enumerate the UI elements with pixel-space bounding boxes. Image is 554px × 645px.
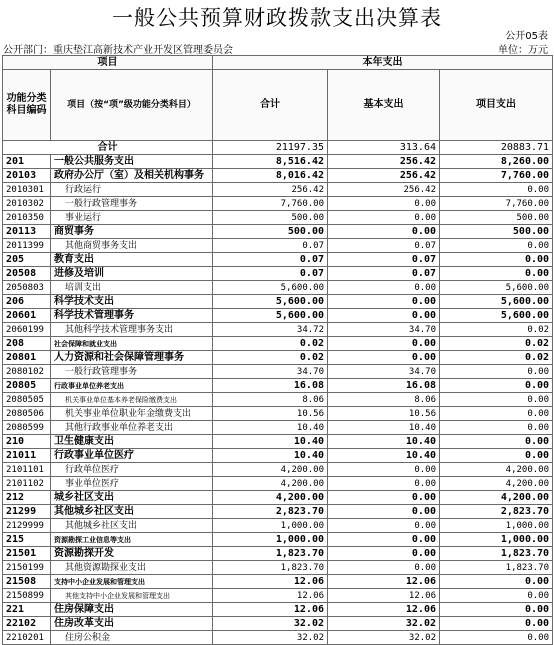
- row-total: 4,200.00: [213, 463, 328, 477]
- row-code: 20601: [3, 309, 51, 323]
- row-basic: 0.07: [328, 267, 440, 281]
- row-code: 2150899: [3, 589, 51, 603]
- sum-label: 合计: [3, 141, 213, 155]
- header-row-1: [3, 56, 553, 70]
- row-code: 2101102: [3, 477, 51, 491]
- table-row: [3, 561, 553, 575]
- row-name: 住房保障支出: [51, 603, 213, 617]
- row-basic: 0.00: [328, 533, 440, 547]
- row-basic: 256.42: [328, 169, 440, 183]
- row-code: 2080102: [3, 365, 51, 379]
- row-code: 2011399: [3, 239, 51, 253]
- row-proj: 0.00: [440, 449, 553, 463]
- row-total: 10.40: [213, 449, 328, 463]
- unit-label: 单位：万元: [498, 45, 548, 56]
- table-row: [3, 547, 553, 561]
- table-row: [3, 393, 553, 407]
- table-row: [3, 505, 553, 519]
- row-code: 2101101: [3, 463, 51, 477]
- row-name: 资源勘探开发: [51, 547, 213, 561]
- row-total: 5,600.00: [213, 295, 328, 309]
- row-basic: 34.70: [328, 365, 440, 379]
- row-proj: 0.00: [440, 589, 553, 603]
- row-name: 行政运行: [51, 183, 213, 197]
- row-name: 其他商贸事务支出: [51, 239, 213, 253]
- row-proj: 4,200.00: [440, 463, 553, 477]
- table-row: [3, 323, 553, 337]
- row-total: 12.06: [213, 603, 328, 617]
- row-code: 201: [3, 155, 51, 169]
- row-name: 科学技术支出: [51, 295, 213, 309]
- row-total: 5,600.00: [213, 309, 328, 323]
- table-row: [3, 211, 553, 225]
- row-code: 206: [3, 295, 51, 309]
- row-basic: 34.70: [328, 323, 440, 337]
- row-basic: 0.00: [328, 463, 440, 477]
- row-name: 进修及培训: [51, 267, 213, 281]
- row-code: 212: [3, 491, 51, 505]
- row-proj: 500.00: [440, 225, 553, 239]
- row-proj: 0.02: [440, 323, 553, 337]
- row-proj: 500.00: [440, 211, 553, 225]
- table-row: [3, 365, 553, 379]
- row-total: 500.00: [213, 225, 328, 239]
- header-basic: 基本支出: [328, 70, 440, 141]
- header-proj: 项目支出: [440, 70, 553, 141]
- row-proj: 0.00: [440, 365, 553, 379]
- row-code: 2150199: [3, 561, 51, 575]
- row-basic: 0.00: [328, 197, 440, 211]
- row-total: 0.02: [213, 337, 328, 351]
- row-name: 资源勘探工业信息等支出: [51, 533, 213, 547]
- sum-row: [3, 141, 553, 155]
- row-total: 32.02: [213, 617, 328, 631]
- row-name: 其他城乡社区支出: [51, 519, 213, 533]
- row-code: 20113: [3, 225, 51, 239]
- row-total: 8,516.42: [213, 155, 328, 169]
- row-proj: 7,760.00: [440, 197, 553, 211]
- table-row: [3, 407, 553, 421]
- row-name: 培训支出: [51, 281, 213, 295]
- row-proj: 0.00: [440, 407, 553, 421]
- row-proj: 4,200.00: [440, 491, 553, 505]
- row-total: 8.06: [213, 393, 328, 407]
- row-proj: 0.02: [440, 351, 553, 365]
- row-name: 行政单位医疗: [51, 463, 213, 477]
- row-basic: 32.02: [328, 617, 440, 631]
- row-code: 2080599: [3, 421, 51, 435]
- row-basic: 256.42: [328, 155, 440, 169]
- table-row: [3, 603, 553, 617]
- row-basic: 0.00: [328, 561, 440, 575]
- row-basic: 0.00: [328, 281, 440, 295]
- row-code: 205: [3, 253, 51, 267]
- table-row: [3, 253, 553, 267]
- row-name: 其他科学技术管理事务支出: [51, 323, 213, 337]
- row-name: 一般行政管理事务: [51, 197, 213, 211]
- row-code: 20805: [3, 379, 51, 393]
- row-name: 其他支持中小企业发展和管理支出: [51, 589, 213, 603]
- row-name: 科学技术管理事务: [51, 309, 213, 323]
- table-row: [3, 589, 553, 603]
- table-row: [3, 631, 553, 645]
- table-row: [3, 295, 553, 309]
- header-code: 功能分类科目编码: [3, 70, 51, 141]
- row-total: 10.56: [213, 407, 328, 421]
- row-total: 34.72: [213, 323, 328, 337]
- row-basic: 256.42: [328, 183, 440, 197]
- row-code: 20508: [3, 267, 51, 281]
- row-total: 5,600.00: [213, 281, 328, 295]
- row-proj: 0.00: [440, 393, 553, 407]
- table-row: [3, 449, 553, 463]
- row-name: 其他行政事业单位养老支出: [51, 421, 213, 435]
- sum-total: 21197.35: [213, 141, 328, 155]
- row-code: 22102: [3, 617, 51, 631]
- row-basic: 12.06: [328, 575, 440, 589]
- row-proj: 0.00: [440, 603, 553, 617]
- row-proj: 7,760.00: [440, 169, 553, 183]
- row-name: 商贸事务: [51, 225, 213, 239]
- row-code: 2210201: [3, 631, 51, 645]
- department-label: 公开部门：重庆垫江高新技术产业开发区管理委员会: [3, 45, 233, 56]
- row-basic: 0.00: [328, 505, 440, 519]
- row-name: 行政事业单位医疗: [51, 449, 213, 463]
- row-basic: 0.00: [328, 351, 440, 365]
- row-name: 行政事业单位养老支出: [51, 379, 213, 393]
- row-basic: 0.07: [328, 239, 440, 253]
- table-row: [3, 477, 553, 491]
- row-total: 0.02: [213, 351, 328, 365]
- table-row: [3, 281, 553, 295]
- table-row: [3, 491, 553, 505]
- row-proj: 0.00: [440, 435, 553, 449]
- header-name: 项目（按“项”级功能分类科目）: [51, 70, 213, 141]
- sum-basic: 313.64: [328, 141, 440, 155]
- table-row: [3, 379, 553, 393]
- row-name: 机关事业单位基本养老保险缴费支出: [51, 393, 213, 407]
- row-name: 一般公共服务支出: [51, 155, 213, 169]
- row-code: 2080505: [3, 393, 51, 407]
- row-total: 16.08: [213, 379, 328, 393]
- row-proj: 0.00: [440, 183, 553, 197]
- table-row: [3, 309, 553, 323]
- row-proj: 5,600.00: [440, 309, 553, 323]
- row-total: 1,823.70: [213, 561, 328, 575]
- row-code: 221: [3, 603, 51, 617]
- table-row: [3, 519, 553, 533]
- row-basic: 12.06: [328, 603, 440, 617]
- row-basic: 10.40: [328, 449, 440, 463]
- row-proj: 0.00: [440, 421, 553, 435]
- row-basic: 0.00: [328, 337, 440, 351]
- table-row: [3, 463, 553, 477]
- row-total: 1,000.00: [213, 519, 328, 533]
- table-row: [3, 533, 553, 547]
- header-total: 合计: [213, 70, 328, 141]
- table-row: [3, 421, 553, 435]
- row-total: 32.02: [213, 631, 328, 645]
- row-name: 教育支出: [51, 253, 213, 267]
- header-year-expense: 本年支出: [213, 56, 553, 70]
- row-basic: 10.40: [328, 421, 440, 435]
- row-basic: 0.00: [328, 477, 440, 491]
- row-name: 城乡社区支出: [51, 491, 213, 505]
- table-row: [3, 225, 553, 239]
- row-total: 4,200.00: [213, 491, 328, 505]
- row-total: 0.07: [213, 267, 328, 281]
- table-row: [3, 337, 553, 351]
- row-code: 21299: [3, 505, 51, 519]
- row-basic: 0.00: [328, 491, 440, 505]
- row-proj: 4,200.00: [440, 477, 553, 491]
- row-total: 0.07: [213, 239, 328, 253]
- row-basic: 0.00: [328, 519, 440, 533]
- row-basic: 0.00: [328, 225, 440, 239]
- row-code: 21508: [3, 575, 51, 589]
- expenditure-table: [2, 55, 553, 645]
- row-basic: 10.56: [328, 407, 440, 421]
- row-basic: 0.07: [328, 253, 440, 267]
- row-total: 12.06: [213, 589, 328, 603]
- row-basic: 8.06: [328, 393, 440, 407]
- row-code: 215: [3, 533, 51, 547]
- row-code: 2060199: [3, 323, 51, 337]
- row-total: 1,000.00: [213, 533, 328, 547]
- row-proj: 5,600.00: [440, 295, 553, 309]
- row-name: 其他资源勘探业支出: [51, 561, 213, 575]
- table-row: [3, 197, 553, 211]
- row-proj: 1,823.70: [440, 561, 553, 575]
- row-total: 12.06: [213, 575, 328, 589]
- row-proj: 0.02: [440, 337, 553, 351]
- header-project: 项目: [3, 56, 213, 70]
- row-basic: 0.00: [328, 547, 440, 561]
- row-proj: 0.00: [440, 267, 553, 281]
- row-proj: 8,260.00: [440, 155, 553, 169]
- header-row-2: [3, 70, 553, 141]
- row-total: 10.40: [213, 421, 328, 435]
- row-basic: 0.00: [328, 211, 440, 225]
- row-proj: 1,000.00: [440, 533, 553, 547]
- row-proj: 2,823.70: [440, 505, 553, 519]
- row-name: 事业运行: [51, 211, 213, 225]
- table-row: [3, 267, 553, 281]
- row-name: 卫生健康支出: [51, 435, 213, 449]
- form-number: 公开05表: [505, 31, 548, 42]
- row-total: 34.70: [213, 365, 328, 379]
- row-proj: 0.00: [440, 239, 553, 253]
- row-code: 2080506: [3, 407, 51, 421]
- row-total: 0.07: [213, 253, 328, 267]
- row-code: 2010350: [3, 211, 51, 225]
- sum-proj: 20883.71: [440, 141, 553, 155]
- row-name: 住房改革支出: [51, 617, 213, 631]
- row-basic: 0.00: [328, 295, 440, 309]
- row-proj: 5,600.00: [440, 281, 553, 295]
- row-code: 21501: [3, 547, 51, 561]
- row-name: 政府办公厅（室）及相关机构事务: [51, 169, 213, 183]
- row-name: 住房公积金: [51, 631, 213, 645]
- row-proj: 0.00: [440, 379, 553, 393]
- row-total: 10.40: [213, 435, 328, 449]
- row-basic: 12.06: [328, 589, 440, 603]
- row-total: 8,016.42: [213, 169, 328, 183]
- row-code: 20801: [3, 351, 51, 365]
- table-row: [3, 155, 553, 169]
- row-proj: 0.00: [440, 253, 553, 267]
- row-name: 社会保障和就业支出: [51, 337, 213, 351]
- row-total: 2,823.70: [213, 505, 328, 519]
- row-total: 256.42: [213, 183, 328, 197]
- row-proj: 0.00: [440, 617, 553, 631]
- row-code: 210: [3, 435, 51, 449]
- row-name: 一般行政管理事务: [51, 365, 213, 379]
- row-code: 20103: [3, 169, 51, 183]
- row-basic: 0.00: [328, 309, 440, 323]
- row-proj: 0.00: [440, 631, 553, 645]
- row-name: 事业单位医疗: [51, 477, 213, 491]
- row-name: 机关事业单位职业年金缴费支出: [51, 407, 213, 421]
- row-code: 2129999: [3, 519, 51, 533]
- table-row: [3, 239, 553, 253]
- table-row: [3, 575, 553, 589]
- row-total: 500.00: [213, 211, 328, 225]
- row-basic: 16.08: [328, 379, 440, 393]
- row-code: 2050803: [3, 281, 51, 295]
- table-row: [3, 351, 553, 365]
- row-total: 4,200.00: [213, 477, 328, 491]
- table-row: [3, 617, 553, 631]
- table-row: [3, 435, 553, 449]
- row-name: 人力资源和社会保障管理事务: [51, 351, 213, 365]
- report-title: 一般公共预算财政拨款支出决算表: [112, 6, 442, 30]
- row-proj: 1,823.70: [440, 547, 553, 561]
- row-code: 21011: [3, 449, 51, 463]
- row-name: 支持中小企业发展和管理支出: [51, 575, 213, 589]
- row-code: 2010302: [3, 197, 51, 211]
- row-basic: 10.40: [328, 435, 440, 449]
- table-row: [3, 169, 553, 183]
- row-total: 7,760.00: [213, 197, 328, 211]
- row-proj: 1,000.00: [440, 519, 553, 533]
- row-basic: 32.02: [328, 631, 440, 645]
- row-proj: 0.00: [440, 575, 553, 589]
- row-total: 1,823.70: [213, 547, 328, 561]
- row-code: 208: [3, 337, 51, 351]
- row-code: 2010301: [3, 183, 51, 197]
- table-row: [3, 183, 553, 197]
- row-name: 其他城乡社区支出: [51, 505, 213, 519]
